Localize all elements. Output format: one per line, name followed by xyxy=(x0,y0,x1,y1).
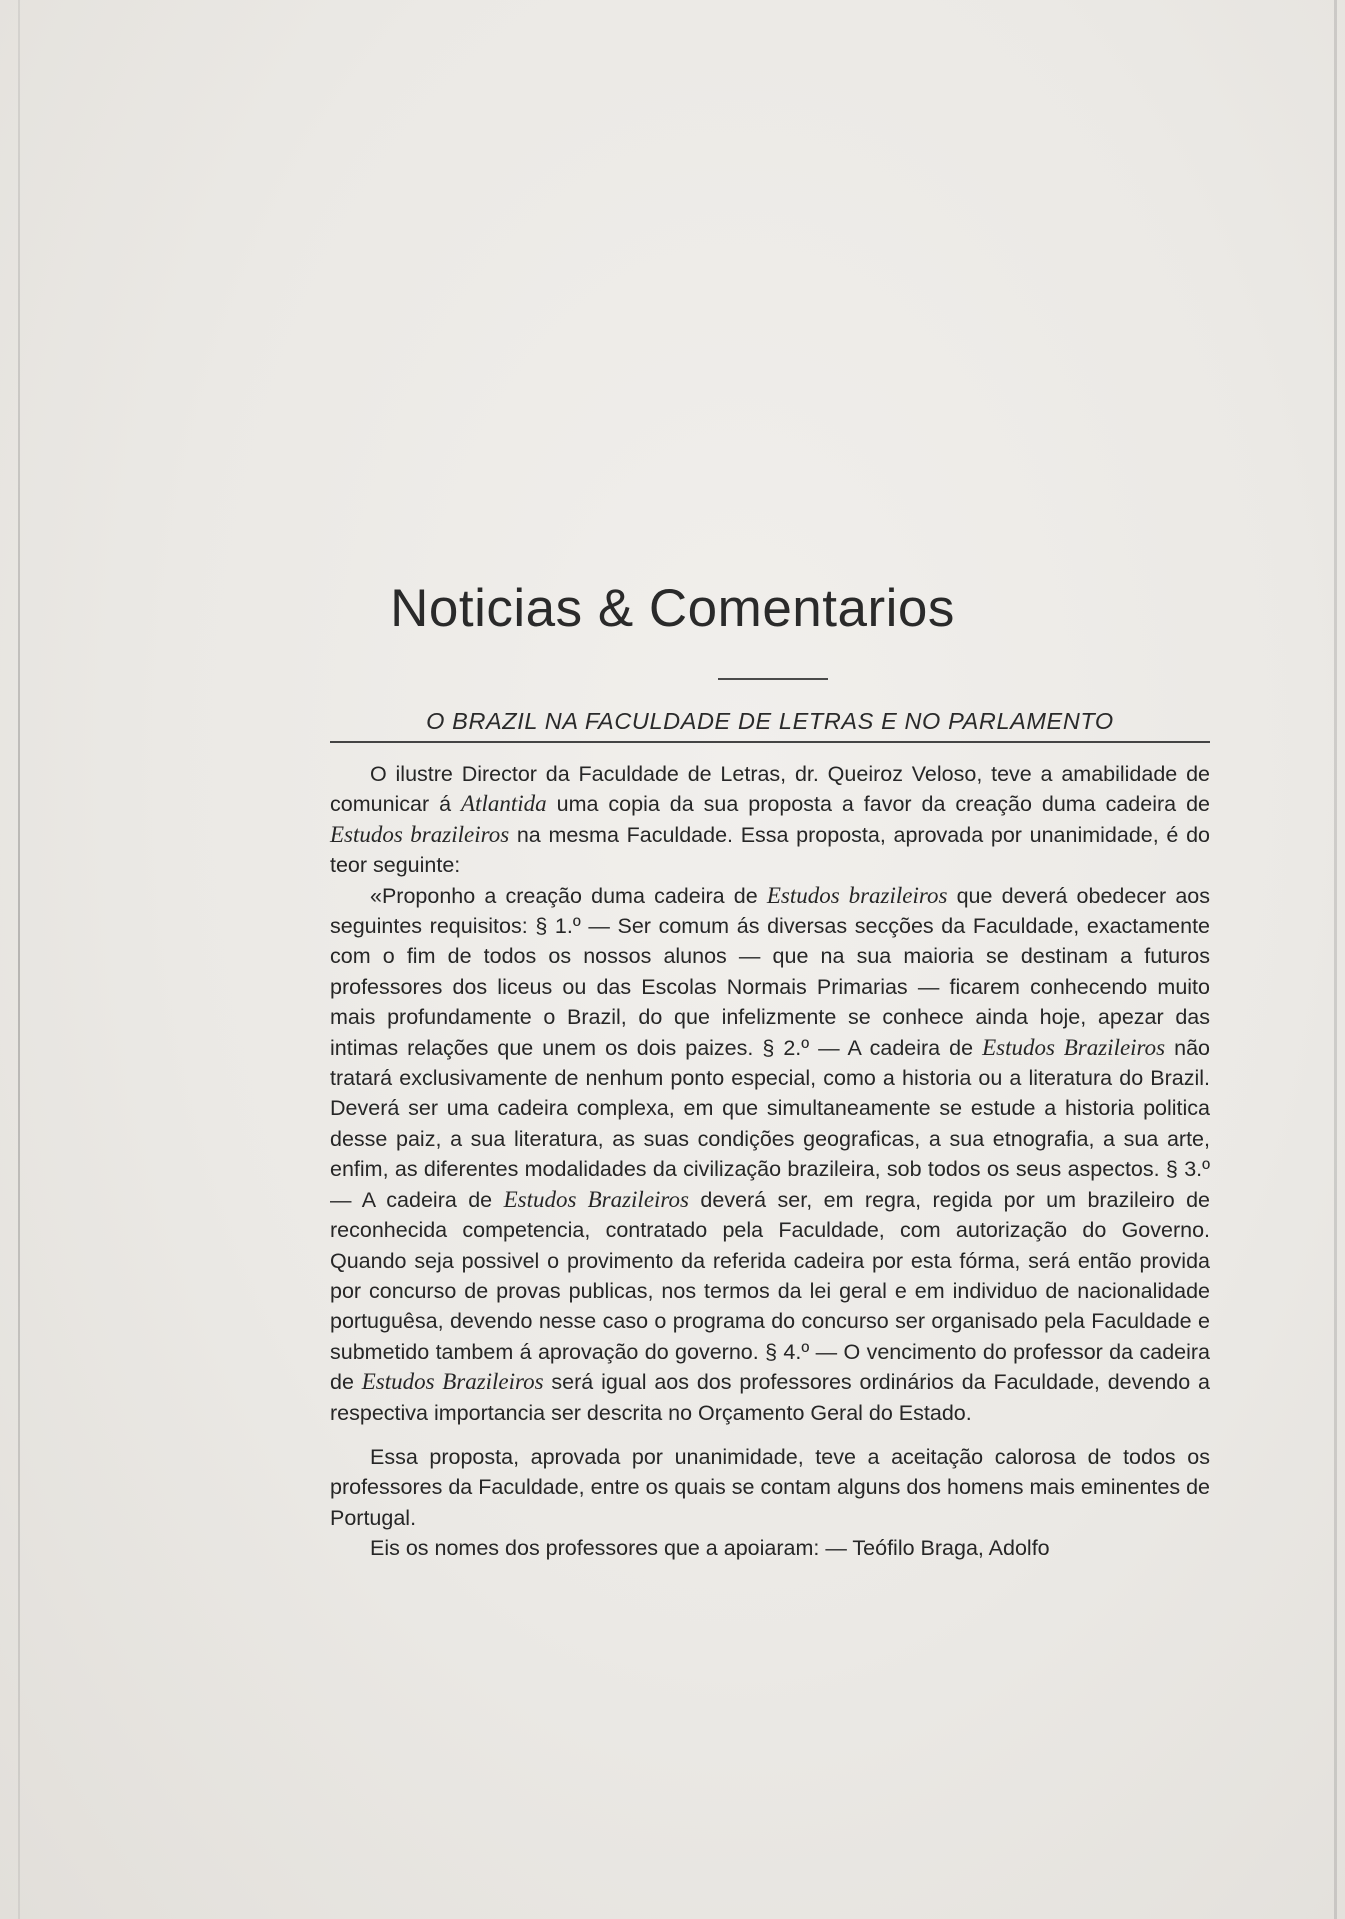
paragraph-2 xyxy=(330,881,1210,1428)
article-body xyxy=(330,759,1210,1564)
paragraph-1-text-a: O ilustre Director da Faculdade de Letras, dr. Queiroz Veloso, teve a amabilidade de comunicar á xyxy=(330,762,1210,817)
course-name: Estudos Brazileiros xyxy=(503,1186,689,1212)
page-right-edge xyxy=(1334,0,1337,1919)
section-title: Noticias & Comentarios xyxy=(390,579,955,638)
paragraph-2-text-i: será igual aos dos professores ordinários da Faculdade, devendo a respectiva importancia ser descrita no Orçamento Geral do Estado. xyxy=(330,1370,1211,1425)
article xyxy=(330,708,1210,1564)
page-left-edge xyxy=(18,0,20,1919)
paragraph-3: Essa proposta, aprovada por unanimidade, teve a aceitação calorosa de todos os professores da Faculdade, entre os quais se contam alguns dos homens mais eminentes de Portugal. xyxy=(330,1444,1210,1530)
paragraph-2-text-a: «Proponho a creação duma cadeira de xyxy=(370,883,767,908)
course-name: Estudos brazileiros xyxy=(330,821,510,847)
paragraph-1-text-e: na mesma Faculdade. Essa proposta, aprovada por unanimidade, é do teor seguinte: xyxy=(330,822,1210,878)
paragraph-4: Eis os nomes dos professores que a apoiaram: — Teófilo Braga, Adolfo xyxy=(370,1536,1050,1561)
title-divider xyxy=(718,678,828,680)
magazine-name: Atlantida xyxy=(461,791,547,817)
paragraph-2-text-e: não tratará exclusivamente de nenhum ponto especial, como a historia ou a literatura do Brazil. Deverá ser uma cadeira complexa, em que simultaneamente se estude a historia politica desse paiz, a sua literatura, as suas condições geograficas, a sua etnografia, a sua arte, enfim, as diferentes modalidades da civilização brazileira, sob todos os seus aspectos. § 3.º — A cadeira de xyxy=(330,1035,1210,1212)
article-headline: O BRAZIL NA FACULDADE DE LETRAS E NO PARLAMENTO xyxy=(330,708,1210,743)
paragraph-2-text-g: deverá ser, em regra, regida por um brazileiro de reconhecida competencia, contratado pela Faculdade, com autorização do Governo. Quando seja possivel o provimento da referida cadeira por esta fórma, será então provida por concurso de provas publicas, nos termos da lei geral e em individuo de nacionalidade portuguêsa, devendo nesse caso o programa do concurso ser organisado pela Faculdade e submetido tambem á aprovação do governo. § 4.º — O vencimento do professor da cadeira de xyxy=(330,1187,1210,1395)
course-name: Estudos Brazileiros xyxy=(361,1369,544,1395)
paragraph-1 xyxy=(330,759,1210,881)
course-name: Estudos brazileiros xyxy=(766,882,948,908)
course-name: Estudos Brazileiros xyxy=(982,1034,1166,1060)
paragraph-2-text-c: que deverá obedecer aos seguintes requisitos: § 1.º — Ser comum ás diversas secções da Faculdade, exactamente com o fim de todos os nossos alunos — que na sua maioria se destinam a futuros professores dos liceus ou das Escolas Normais Primarias — ficarem conhecendo muito mais profundamente o Brazil, do que infelizmente se conhece ainda hoje, apezar das intimas relações que unem os dois paizes. § 2.º — A cadeira de xyxy=(330,883,1211,1060)
paragraph-1-text-c: uma copia da sua proposta a favor da creação duma cadeira de xyxy=(546,792,1210,817)
